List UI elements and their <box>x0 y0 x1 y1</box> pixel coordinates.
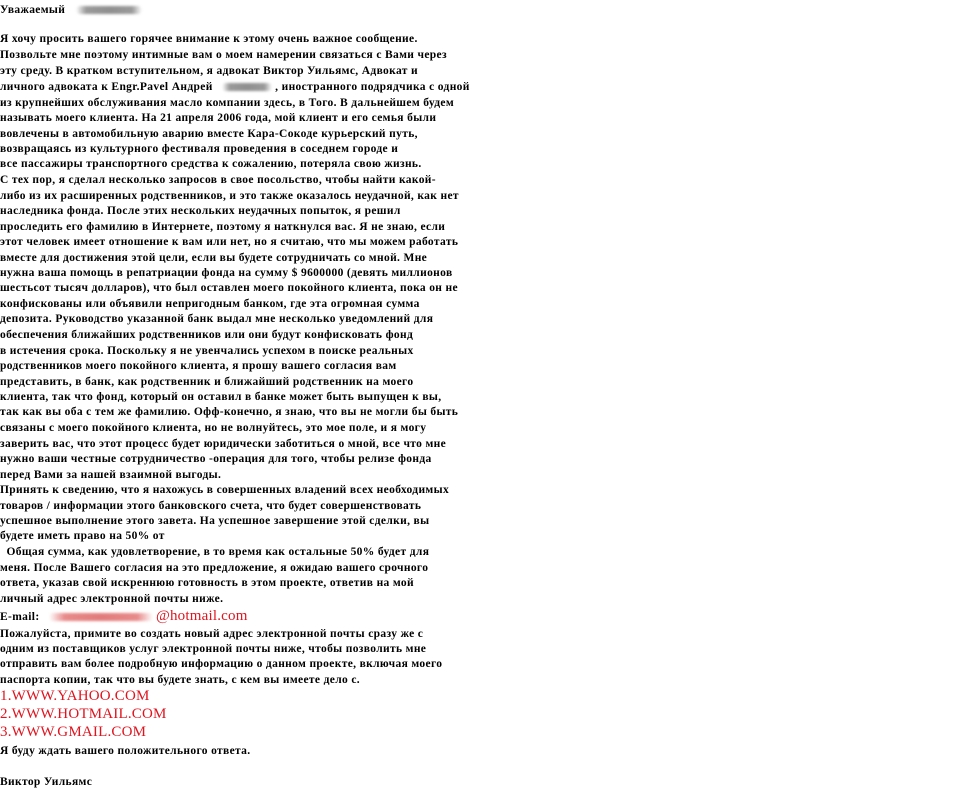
body-line: будете иметь право на 50% от <box>0 530 165 542</box>
greeting-line <box>0 3 142 17</box>
body-line: Позвольте мне поэтому интимные вам о моем намерении связаться с Вами через <box>0 49 447 61</box>
body-line: Пожалуйста, примите во создать новый адрес электронной почты сразу же с <box>0 628 424 640</box>
body-line: Общая сумма, как удовлетворение, в то время как остальные 50% будет для <box>0 546 430 558</box>
provider-yahoo-link[interactable]: 1.WWW.YAHOO.COM <box>0 688 150 704</box>
body-line: шестьсот тысяч долларов), что был оставлен моего покойного клиента, пока он не <box>0 282 458 294</box>
body-line: в истечения срока. Поскольку я не увенчались успехом в поиске реальных <box>0 345 414 357</box>
greeting: Уважаемый <box>0 4 66 16</box>
body-line: заверить вас, что этот процесс будет юридически заботиться о мной, все что мне <box>0 438 447 450</box>
body-line: меня. После Вашего согласия на это предложение, я ожидаю вашего срочного <box>0 562 429 574</box>
signature: Виктор Уильямс <box>0 776 93 788</box>
body-line: Я хочу просить вашего горячее внимание к этому очень важное сообщение. <box>0 33 418 45</box>
email-domain-link[interactable]: @hotmail.com <box>155 608 248 624</box>
body-line: связаны с моего покойного клиента, но не волнуйтесь, это мое поле, и я могу <box>0 422 427 434</box>
body-line: личный адрес электронной почты ниже. <box>0 593 224 605</box>
provider-gmail-link[interactable]: 3.WWW.GMAIL.COM <box>0 724 147 740</box>
closing-line: Я буду ждать вашего положительного ответа. <box>0 745 251 757</box>
body-line: возвращаясь из культурного фестиваля проведения в соседнем городе и <box>0 143 399 155</box>
body-line: представить, в банк, как родственник и ближайший родственник на моего <box>0 376 414 388</box>
client-intro-text: личного адвоката к Engr.Pavel Андрей <box>0 81 213 93</box>
body-line: родственников моего покойного клиента, я прошу вашего согласия вам <box>0 360 397 372</box>
body-line: называть моего клиента. На 21 апреля 2006 года, мой клиент и его семья были <box>0 112 437 124</box>
body-line: отправить вам более подробную информацию о данном проекте, включая моего <box>0 658 443 670</box>
redacted-email-user <box>49 613 153 621</box>
provider-hotmail-link[interactable]: 2.WWW.HOTMAIL.COM <box>0 706 167 722</box>
client-intro-text-cont: , иностранного подрядчика с одной <box>275 81 470 93</box>
body-line: наследника фонда. После этих нескольких неудачных попыток, я решил <box>0 205 401 217</box>
body-line: перед Вами за нашей взаимной выгоды. <box>0 469 222 481</box>
body-line: эту среду. В кратком вступительном, я адвокат Виктор Уильямс, Адвокат и <box>0 65 418 77</box>
body-line: товаров / информации этого банковского счета, что будет совершенствовать <box>0 500 422 512</box>
body-line: из крупнейших обслуживания масло компании здесь, в Того. В дальнейшем будем <box>0 97 455 109</box>
redacted-recipient-name <box>76 6 142 14</box>
body-line: обеспечения ближайших родственников или они будут конфисковать фонд <box>0 329 414 341</box>
body-line: либо из их расширенных родственников, и это также оказалось неудачной, как нет <box>0 190 459 202</box>
body-line: Принять к сведению, что я нахожусь в совершенных владений всех необходимых <box>0 484 450 496</box>
body-line: С тех пор, я сделал несколько запросов в свое посольство, чтобы найти какой- <box>0 174 436 186</box>
body-line: конфискованы или объявили непригодным банком, где эта огромная сумма <box>0 298 420 310</box>
body-line: этот человек имеет отношение к вам или нет, но я считаю, что мы можем работать <box>0 236 459 248</box>
body-line: ответа, указав свой искреннюю готовность в этом проекте, ответив на мой <box>0 577 414 589</box>
body-line: нужна ваша помощь в репатриации фонда на сумму $ 9600000 (девять миллионов <box>0 267 453 279</box>
body-line: нужно ваши честные сотрудничество -операция для того, чтобы релизе фонда <box>0 453 432 465</box>
email-label: E-mail: <box>0 611 40 623</box>
body-line: успешное выполнение этого завета. На успешное завершение этой сделки, вы <box>0 515 430 527</box>
body-line: депозита. Руководство указанной банк выдал мне несколько уведомлений для <box>0 313 434 325</box>
body-line: одним из поставщиков услуг электронной почты ниже, чтобы позволить мне <box>0 643 427 655</box>
body-line: проследить его фамилию в Интернете, поэтому я наткнулся вас. Я не знаю, если <box>0 221 446 233</box>
body-line: паспорта копии, так что вы будете знать, с кем вы имеете дело с. <box>0 674 361 686</box>
body-line: так как вы оба с тем же фамилию. Офф-конечно, я знаю, что вы не могли бы быть <box>0 406 459 418</box>
body-line: вместе для достижения этой цели, если вы будете сотрудничать со мной. Мне <box>0 252 428 264</box>
body-line: клиента, так что фонд, который он оставил в банке может быть выпущен к вы, <box>0 391 442 403</box>
body-line: все пассажиры транспортного средства к сожалению, потеряла свою жизнь. <box>0 158 422 170</box>
body-line: вовлечены в автомобильную аварию вместе Кара-Сокоде курьерский путь, <box>0 128 418 140</box>
body-line-client <box>0 80 470 94</box>
email-line <box>0 608 248 625</box>
redacted-client-surname <box>222 83 272 91</box>
